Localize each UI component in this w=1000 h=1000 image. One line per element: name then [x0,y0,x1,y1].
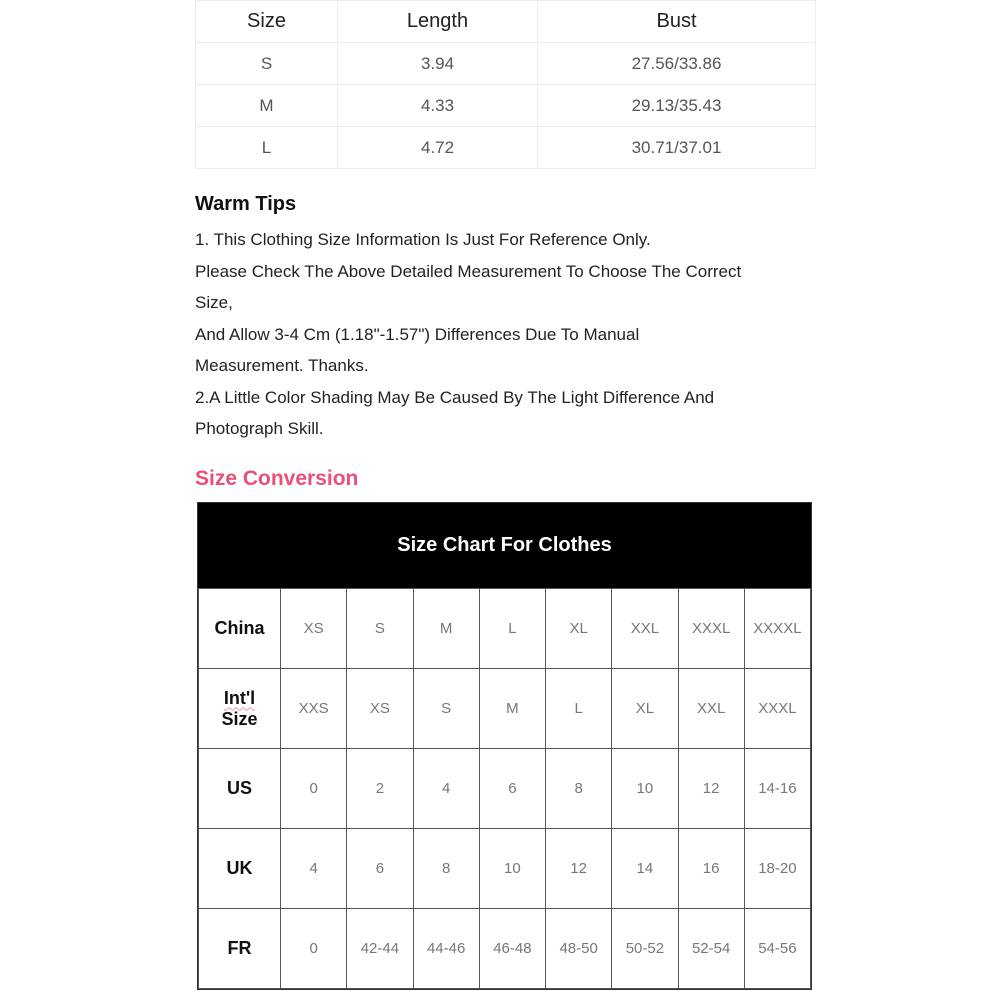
measurement-table [195,0,816,169]
size-cell: XXS [281,669,347,749]
size-cell: XS [347,669,413,749]
size-cell: 42-44 [347,909,413,989]
size-cell: 16 [678,829,744,909]
size-cell: 8 [546,749,612,829]
size-row-intl [199,669,811,749]
table-row [196,43,816,85]
size-cell: XXXL [678,589,744,669]
cell-length: 4.33 [338,85,538,127]
size-cell: L [546,669,612,749]
size-cell: 14 [612,829,678,909]
size-cell: 14-16 [744,749,810,829]
size-chart [197,502,812,990]
size-cell: 10 [479,829,545,909]
tips-line: 2.A Little Color Shading May Be Caused By The Light Difference And [195,387,715,407]
size-cell: 44-46 [413,909,479,989]
size-row-fr [199,909,811,989]
size-cell: 12 [546,829,612,909]
tips-line: Measurement. Thanks. [195,356,369,375]
size-cell: 4 [281,829,347,909]
size-row-uk [199,829,811,909]
cell-size: S [196,43,338,85]
size-cell: XL [612,669,678,749]
tips-line: Size, [195,293,233,312]
size-cell: 6 [479,749,545,829]
cell-bust: 30.71/37.01 [538,127,816,169]
cell-size: L [196,127,338,169]
cell-length: 4.72 [338,127,538,169]
size-cell: 54-56 [744,909,810,989]
size-row-us [199,749,811,829]
row-label-us: US [199,749,281,829]
size-cell: 46-48 [479,909,545,989]
size-chart-header: Size Chart For Clothes [198,503,811,588]
size-cell: 8 [413,829,479,909]
row-label-intl-size [199,669,281,749]
tips-line: And Allow 3-4 Cm (1.18"-1.57") Differences Due To Manual [195,324,640,344]
size-cell: 48-50 [546,909,612,989]
size-cell: M [413,589,479,669]
row-label-intl-line2: Size [221,708,258,729]
size-cell: M [479,669,545,749]
row-label-china: China [199,589,281,669]
size-cell: 12 [678,749,744,829]
size-cell: XXXL [744,669,810,749]
size-cell: 6 [347,829,413,909]
measurement-header-row [196,1,816,43]
size-cell: XXL [612,589,678,669]
size-conversion-title: Size Conversion [195,467,359,490]
table-row [196,85,816,127]
size-cell: 10 [612,749,678,829]
size-cell: XL [546,589,612,669]
size-cell: XXL [678,669,744,749]
warm-tips [195,190,815,445]
size-cell: S [347,589,413,669]
table-row [196,127,816,169]
row-label-intl-line1: Int'l [223,687,256,708]
row-label-fr: FR [199,909,281,989]
size-cell: 0 [281,749,347,829]
cell-length: 3.94 [338,43,538,85]
size-cell: 52-54 [678,909,744,989]
size-cell: 50-52 [612,909,678,989]
tips-line: Photograph Skill. [195,419,324,438]
size-cell: XS [281,589,347,669]
cell-bust: 27.56/33.86 [538,43,816,85]
size-cell: 18-20 [744,829,810,909]
cell-size: M [196,85,338,127]
header-size: Size [196,1,338,43]
size-cell: 0 [281,909,347,989]
header-length: Length [338,1,538,43]
size-cell: XXXXL [744,589,810,669]
size-row-china [199,589,811,669]
size-cell: S [413,669,479,749]
size-cell: L [479,589,545,669]
tips-line: 1. This Clothing Size Information Is Just For Reference Only. [195,230,651,249]
tips-title: Warm Tips [195,193,297,215]
cell-bust: 29.13/35.43 [538,85,816,127]
size-chart-table [198,588,811,989]
size-cell: 4 [413,749,479,829]
tips-line: Please Check The Above Detailed Measurement To Choose The Correct [195,261,742,281]
header-bust: Bust [538,1,816,43]
size-cell: 2 [347,749,413,829]
row-label-uk: UK [199,829,281,909]
